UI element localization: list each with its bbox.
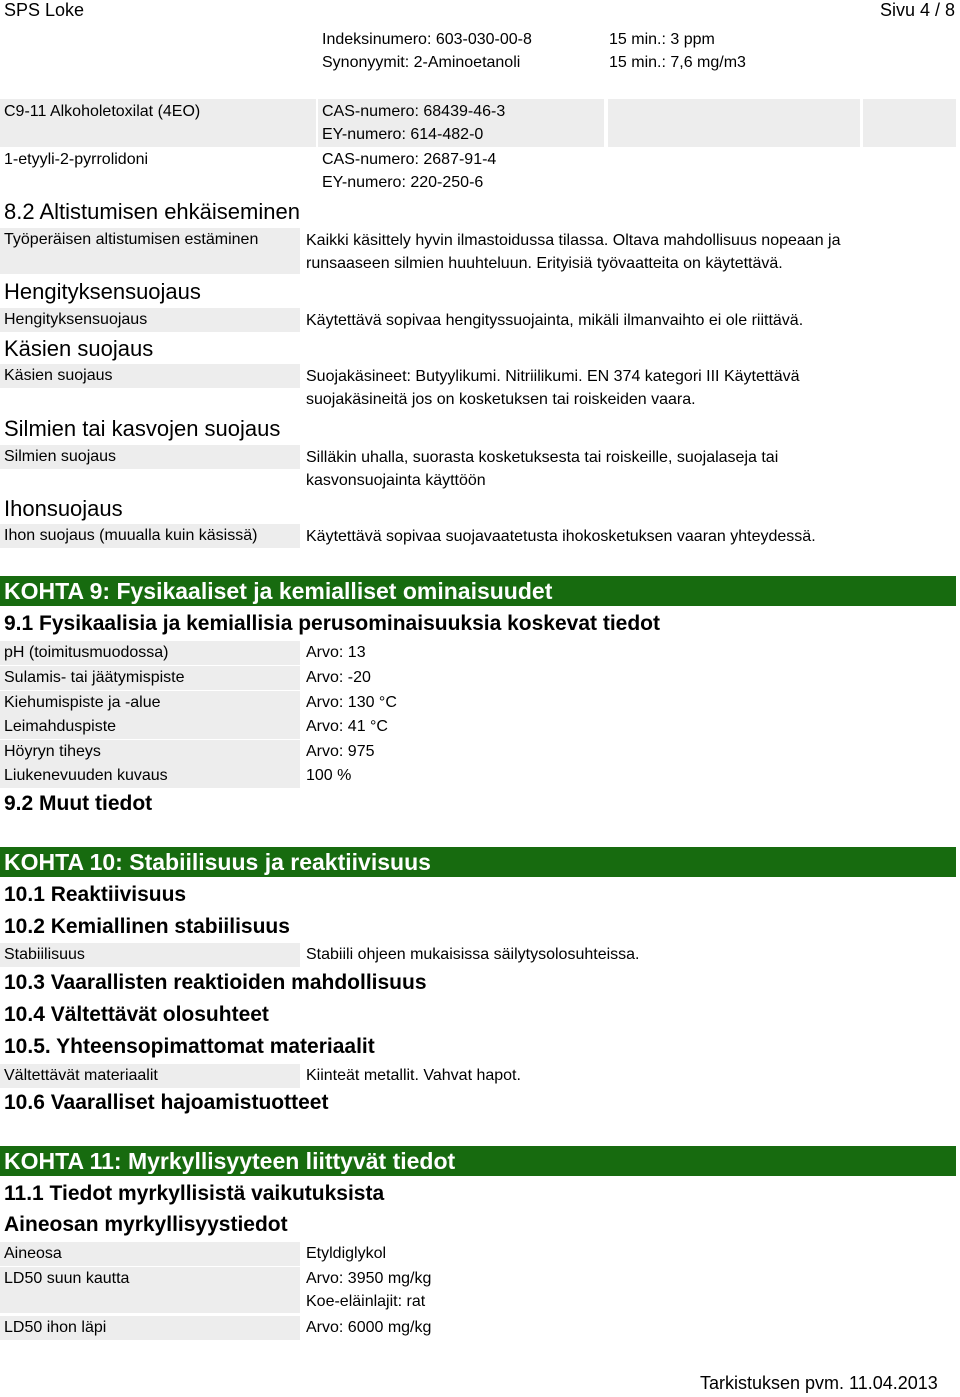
property-label: Kiehumispiste ja -alue [0,691,300,715]
property-label: Liukenevuuden kuvaus [0,764,300,788]
property-value: Arvo: 130 °C [306,694,397,711]
property-value: 100 % [306,767,352,784]
cas-number: CAS-numero: 2687-91-4 [322,151,497,168]
materials-label: Vältettävät materiaalit [0,1064,300,1088]
exposure-limit: 15 min.: 3 ppm [609,31,715,48]
respiratory-value: Käytettävä sopivaa hengityssuojainta, mikäli ilmanvaihto ei ole riittävä. [306,312,804,329]
prevention-label: Työperäisen altistumisen estäminen [0,228,300,274]
property-label: Leimahduspiste [0,715,300,739]
index-number: Indeksinumero: 603-030-00-8 [322,31,532,48]
component-value: Etyldiglykol [306,1245,387,1262]
component-name: 1-etyyli-2-pyrrolidoni [4,151,149,168]
table-cell-bg [863,99,956,147]
respiratory-heading: Hengityksensuojaus [4,279,201,304]
subsection-heading: 10.5. Yhteensopimattomat materiaalit [4,1035,375,1058]
materials-value: Kiinteät metallit. Vahvat hapot. [306,1067,521,1084]
property-label: Höyryn tiheys [0,740,300,764]
subsection-heading: 10.2 Kemiallinen stabiilisuus [4,915,290,938]
ld50-skin-label: LD50 ihon läpi [0,1316,300,1340]
subsection-heading: 10.1 Reaktiivisuus [4,883,187,906]
ld50-skin-value: Arvo: 6000 mg/kg [306,1319,432,1336]
skin-value: Käytettävä sopivaa suojavaatetusta ihokosketuksen vaaran yhteydessä. [306,528,816,545]
subsection-heading: 10.3 Vaarallisten reaktioiden mahdollisuus [4,971,427,994]
subsection-heading: 10.6 Vaaralliset hajoamistuotteet [4,1091,329,1114]
property-value: Arvo: 975 [306,743,375,760]
subsection-heading: 11.1 Tiedot myrkyllisistä vaikutuksista [4,1182,385,1205]
property-value: Arvo: 13 [306,644,366,661]
subsection-heading: 9.2 Muut tiedot [4,792,153,815]
prevention-value: Kaikki käsittely hyvin ilmastoidussa tilassa. Oltava mahdollisuus nopeaan ja runsaaseen silmien huuhteluun. Erityisiä työvaatteita on käytettävä. [306,232,841,272]
eyes-label: Silmien suojaus [0,445,300,469]
property-value: Arvo: -20 [306,669,371,686]
section-heading: 8.2 Altistumisen ehkäiseminen [4,199,300,224]
ld50-oral-value: Arvo: 3950 mg/kg [306,1270,432,1287]
property-label: pH (toimitusmuodossa) [0,641,300,665]
document-title: SPS Loke [4,0,85,20]
ec-number: EY-numero: 220-250-6 [322,174,484,191]
respiratory-label: Hengityksensuojaus [0,308,300,332]
subsection-heading: 9.1 Fysikaalisia ja kemiallisia perusominaisuuksia koskevat tiedot [4,612,660,635]
section-banner: KOHTA 9: Fysikaaliset ja kemialliset ominaisuudet [0,576,956,606]
ec-number: EY-numero: 614-482-0 [322,126,484,143]
revision-date: Tarkistuksen pvm. 11.04.2013 [700,1373,938,1393]
cas-number: CAS-numero: 68439-46-3 [322,103,506,120]
exposure-limit: 15 min.: 7,6 mg/m3 [609,54,746,71]
stability-label: Stabiilisuus [0,943,300,967]
hands-label: Käsien suojaus [0,364,300,388]
ld50-oral-label: LD50 suun kautta [0,1267,300,1313]
subsection-heading: 10.4 Vältettävät olosuhteet [4,1003,269,1026]
section-banner: KOHTA 10: Stabiilisuus ja reaktiivisuus [0,847,956,877]
hands-heading: Käsien suojaus [4,336,154,361]
component-name: C9-11 Alkoholetoxilat (4EO) [4,103,201,120]
hands-value: Suojakäsineet: Butyylikumi. Nitriilikumi. EN 374 kategori III Käytettävä suojakäsineitä jos on kosketuksen tai roiskeiden vaara. [306,368,800,408]
stability-value: Stabiili ohjeen mukaisissa säilytysolosuhteissa. [306,946,640,963]
ld50-oral-animal: Koe-eläinlajit: rat [306,1293,426,1310]
property-value: Arvo: 41 °C [306,718,388,735]
synonym: Synonyymit: 2-Aminoetanoli [322,54,521,71]
skin-heading: Ihonsuojaus [4,496,123,521]
skin-label: Ihon suojaus (muualla kuin käsissä) [0,524,300,548]
table-cell-bg [608,99,860,147]
eyes-value: Silläkin uhalla, suorasta kosketuksesta tai roiskeille, suojalaseja tai kasvonsuojainta käyttöön [306,449,779,489]
page-number: Sivu 4 / 8 [880,0,956,20]
section-banner: KOHTA 11: Myrkyllisyyteen liittyvät tiedot [0,1146,956,1176]
property-label: Sulamis- tai jäätymispiste [0,666,300,690]
eyes-heading: Silmien tai kasvojen suojaus [4,416,281,441]
component-label: Aineosa [0,1242,300,1266]
subsection-heading: Aineosan myrkyllisyystiedot [4,1213,288,1236]
